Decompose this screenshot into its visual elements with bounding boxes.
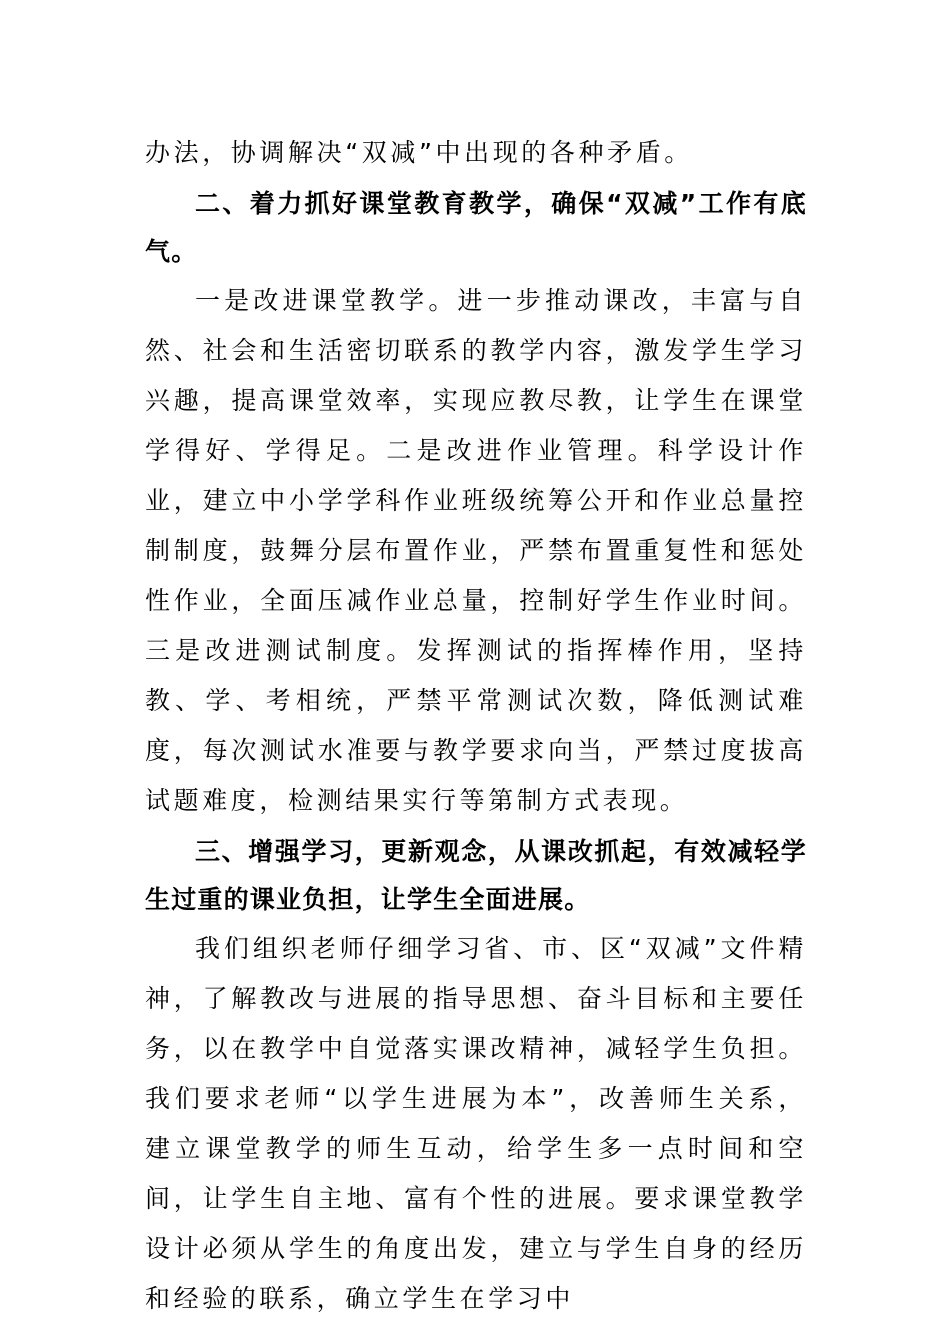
body-paragraph-3: 我们组织老师仔细学习省、市、区“双减”文件精神，了解教改与进展的指导思想、奋斗目标和主要任务，以在教学中自觉落实课改精神，减轻学生负担。我们要求老师“以学生进展为本”，改善师生关系，建立课堂教学的师生互动，给学生多一点时间和空间，让学生自主地、富有个性的进展。要求课堂教学设计必须从学生的角度出发，建立与学生自身的经历和经验的联系，确立学生在学习中 — [145, 934, 807, 1313]
section-heading-2: 二、着力抓好课堂教育教学，确保“双减”工作有底气。 — [145, 189, 807, 266]
section-heading-3: 三、增强学习，更新观念，从课改抓起，有效减轻学生过重的课业负担，让学生全面进展。 — [145, 837, 807, 914]
document-body — [145, 128, 807, 1324]
body-paragraph-2: 一是改进课堂教学。进一步推动课改，丰富与自然、社会和生活密切联系的教学内容，激发学生学习兴趣，提高课堂效率，实现应教尽教，让学生在课堂学得好、学得足。二是改进作业管理。科学设计作业，建立中小学学科作业班级统筹公开和作业总量控制制度，鼓舞分层布置作业，严禁布置重复性和惩处性作业，全面压减作业总量，控制好学生作业时间。三是改进测试制度。发挥测试的指挥棒作用，坚持教、学、考相统，严禁平常测试次数，降低测试难度，每次测试水准要与教学要求向当，严禁过度拔高试题难度，检测结果实行等第制方式表现。 — [145, 286, 807, 815]
continuation-paragraph: 办法，协调解决“双减”中出现的各种矛盾。 — [145, 138, 693, 167]
